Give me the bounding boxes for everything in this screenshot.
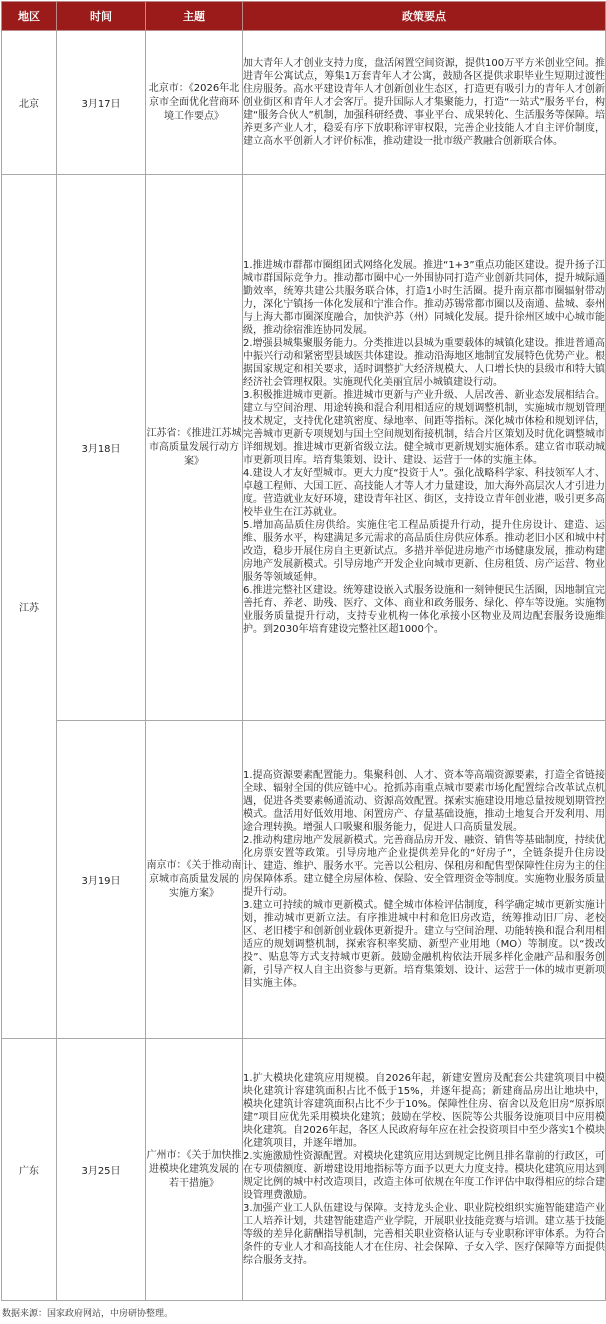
points-cell xyxy=(243,175,606,721)
source-note: 数据来源：国家政府网站，中房研协整理。 xyxy=(2,1309,174,1319)
points-cell xyxy=(243,31,606,175)
policy-point: 4.建设人才友好型城市。更大力度“投资于人”。强化战略科学家、科技领军人才、卓越工程师、大国工匠、高技能人才等人才力量建设，加大海外高层次人才引进力度。营造就业友好环境，建设青年社区、街区，支持设立青年创业港，吸引更多高校毕业生在江苏就业。 xyxy=(243,468,605,518)
policy-point: 2.推动构建房地产发展新模式。完善商品房开发、融资、销售等基础制度，持续优化房票安置等政策。引导房地产企业提供差异化的“好房子”，全链条提升住房设计、建造、维护、服务水平。完善以公租房、保租房和配售型保障性住房为主的住房保障体系。建立健全房屋体检、保险、安全管理资金等制度。实施物业服务质量提升行动。 xyxy=(243,835,605,898)
header-topic: 主题 xyxy=(146,2,243,31)
topic-cell: 南京市：《关于推动南京城市高质量发展的实施方案》 xyxy=(146,721,243,1039)
policy-table xyxy=(1,1,606,1301)
date-cell: 3月19日 xyxy=(57,721,146,1039)
topic-cell: 江苏省：《推进江苏城市高质量发展行动方案》 xyxy=(146,175,243,721)
table-row xyxy=(2,721,606,1039)
date-cell: 3月25日 xyxy=(57,1039,146,1301)
region-cell: 江苏 xyxy=(2,175,57,1039)
points-cell xyxy=(243,1039,606,1301)
policy-point: 5.增加高品质住房供给。实施住宅工程品质提升行动，提升住房设计、建造、运维、服务水平，构建满足多元需求的高品质住房供应体系。推动老旧小区和城中村改造，稳步开展住房自主更新试点。多措并举促进房地产市场健康发展，推动构建房地产发展新模式。引导房地产开发企业向城市更新、住房租赁、房产运营、物业服务等领域延伸。 xyxy=(243,520,605,583)
table-row xyxy=(2,1039,606,1301)
policy-point: 1.提高资源要素配置能力。集聚科创、人才、资本等高端资源要素，打造全省链接全球、辐射全国的供应链中心。抢抓苏南重点城市要素市场化配置综合改革试点机遇，促进各类要素畅通流动、资源高效配置。探索实施建设用地总量按规划期管控模式。盘活用好低效用地、闲置房产、存量基础设施，推动土地复合开发利用、用途合理转换。增强人口吸聚和服务能力，促进人口高质量发展。 xyxy=(243,770,605,833)
points-cell xyxy=(243,721,606,1039)
topic-cell: 广州市：《关于加快推进模块化建筑发展的若干措施》 xyxy=(146,1039,243,1301)
table-row xyxy=(2,31,606,175)
policy-point: 3.加强产业工人队伍建设与保障。支持龙头企业、职业院校组织实施智能建造产业工人培养计划，共建智能建造产业学院，开展职业技能竞赛与培训。建立基于技能等级的差异化薪酬指导机制，完善相关职业资格认证与专业职称评审体系。为符合条件的专业人才和高技能人才在住房、社会保障、子女入学、医疗保障等方面提供综合服务支持。 xyxy=(243,1203,605,1266)
policy-point: 1.推进城市群都市圈组团式网络化发展。推进“1+3”重点功能区建设。提升扬子江城市群国际竞争力。推动都市圈中心一外围协同打造产业创新共同体，提升城际通勤效率，统筹共建公共服务联合体，打造1小时生活圈。提升南京都市圈辐射带动力，深化宁镇扬一体化发展和宁淮合作。推动苏锡常都市圈以及南通、盐城、泰州与上海大都市圈深度融合，加快沪苏（州）同城化发展。提升徐州区域中心城市能级，推动徐宿淮连协同发展。 xyxy=(243,260,605,336)
topic-cell: 北京市：《2026年北京市全面优化营商环境工作要点》 xyxy=(146,31,243,175)
header-row xyxy=(2,2,606,31)
policy-point: 3.积极推进城市更新。推进城市更新与产业升级、人居改善、新业态发展相结合。建立与空间治理、用途转换和混合利用相适应的规划调整机制，实施城市规划管理技术规定，支持优化建筑密度、绿地率、间距等指标。深化城市体检和规划评估，完善城市更新专项规划与国土空间规划衔接机制，结合片区策划及时优化调整城市详细规划。推进城市更新省级立法。健全城市更新规划实施体系。建立省市联动城市更新项目库。培育集策划、设计、建设、运营于一体的实施主体。 xyxy=(243,390,605,466)
policy-point: 3.建立可持续的城市更新模式。健全城市体检评估制度，科学确定城市更新实施计划，推动城市更新立法。有序推进城中村和危旧房改造，统筹推动旧厂房、老校区、老旧楼宇和创新创业载体更新提升。建立与空间治理、功能转换和混合利用相适应的规划调整机制，探索容积率奖励、新型产业用地（MO）等制度。以“拨改投”、贴息等方式支持城市更新。鼓励金融机构依法开展多样化金融产品和服务创新，引导产权人自主出资参与更新。培育集策划、设计、运营于一体的城市更新项目实施主体。 xyxy=(243,900,605,989)
header-region: 地区 xyxy=(2,2,57,31)
date-cell: 3月18日 xyxy=(57,175,146,721)
policy-point: 加大青年人才创业支持力度，盘活闲置空间资源，提供100万平方米创业空间。推进青年公寓试点，筹集1万套青年人才公寓，鼓励各区提供求职毕业生短期过渡性住房服务。高水平建设青年人才创新创业生态区，打造更有吸引力的青年人才创新创业街区和青年人才会客厅。提升国际人才集聚能力，打造“一站式”服务平台，构建“服务合伙人”机制，加强科研经费、事业平台、成果转化、生活服务等保障。培养更多产业人才，稳妥有序下放职称评审权限，完善企业技能人才自主评价制度，建立高水平创新人才评价标准，推动建设一批市级产教融合创新联合体。 xyxy=(243,58,605,147)
table-row xyxy=(2,175,606,721)
policy-point: 2.增强县城集聚服务能力。分类推进以县城为重要载体的城镇化建设。推进普通高中振兴行动和紧密型县域医共体建设。推动沿海地区地制宜发展特色优势产业。根据国家规定和相关要求，适时调整扩大经济规模大、人口增长快的县级市和特大镇经济社会管理权限。实施现代化美丽宜居小城镇建设行动。 xyxy=(243,338,605,388)
policy-point: 1.扩大模块化建筑应用规模。自2026年起，新建安置房及配套公共建筑项目中模块化建筑计容建筑面积占比不低于15%，并逐年提高；新建商品房出让地块中，模块化建筑计容建筑面积占比不少于10%。保障性住房、宿舍以及危旧房“原拆原建”项目应优先采用模块化建筑；鼓励在学校、医院等公共服务设施项目中应用模块化建筑。自2026年起，各区人民政府每年应在社会投资项目中至少落实1个模块化建筑项目，并逐年增加。 xyxy=(243,1073,605,1149)
policy-point: 2.实施激励性资源配置。对模块化建筑应用达到规定比例且排名靠前的行政区，可在专项债额度、新增建设用地指标等方面予以更大力度支持。模块化建筑应用达到规定比例的城中村改造项目，改造主体可依规在年度工作评估中取得相应的综合建设管理费激励。 xyxy=(243,1151,605,1201)
header-points: 政策要点 xyxy=(243,2,606,31)
header-date: 时间 xyxy=(57,2,146,31)
region-cell: 北京 xyxy=(2,31,57,175)
policy-point: 6.推进完整社区建设。统筹建设嵌入式服务设施和一刻钟便民生活圈，因地制宜完善托育、养老、助残、医疗、文体、商业和政务服务、绿化、停车等设施。实施物业服务质量提升行动，支持专业机构一体化承接小区物业及周边配套服务设施维护。到2030年培育建设完整社区超1000个。 xyxy=(243,585,605,635)
date-cell: 3月17日 xyxy=(57,31,146,175)
region-cell: 广东 xyxy=(2,1039,57,1301)
